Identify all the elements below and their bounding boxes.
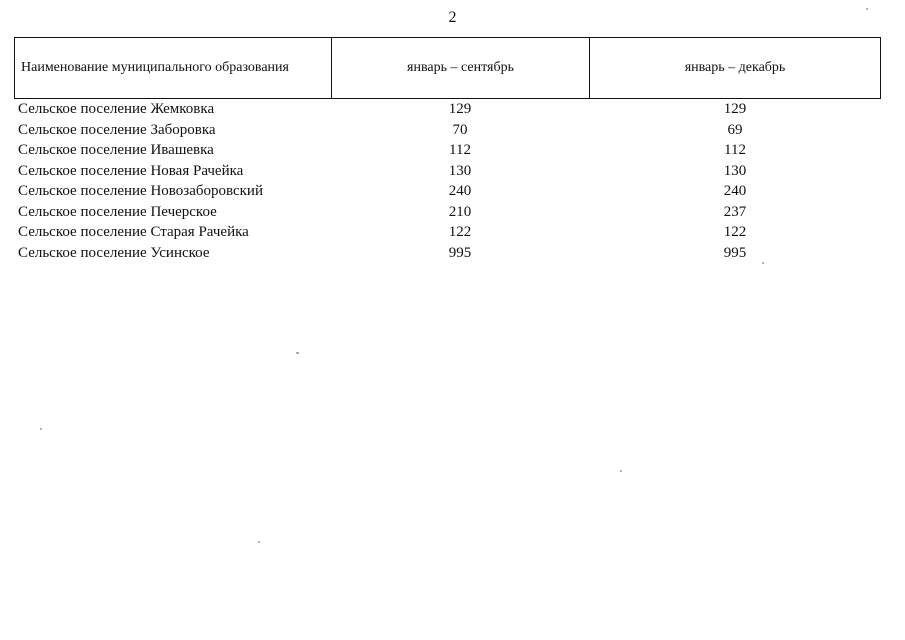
- table-row: [18, 120, 881, 141]
- scan-speck: [762, 262, 764, 264]
- table-row: [18, 181, 881, 202]
- header-municipality-name: Наименование муниципального образования: [15, 38, 332, 98]
- value-jan-sep: 122: [448, 224, 472, 240]
- scan-speck: [296, 352, 299, 354]
- value-jan-dec: 995: [723, 244, 747, 261]
- municipality-name: Сельское поселение Печерское: [18, 203, 217, 220]
- municipality-name: Сельское поселение Усинское: [18, 244, 210, 261]
- scan-speck: [258, 541, 260, 543]
- table-row: [18, 161, 881, 182]
- table-row: [18, 222, 881, 243]
- value-jan-sep: 129: [448, 101, 472, 117]
- municipality-name: Сельское поселение Старая Рачейка: [18, 224, 249, 240]
- table-row: [18, 202, 881, 223]
- value-jan-sep: 210: [448, 203, 472, 220]
- scan-speck: [40, 428, 42, 430]
- table-row: [18, 243, 881, 264]
- value-jan-dec: 69: [727, 121, 743, 138]
- municipality-name: Сельское поселение Ивашевка: [18, 142, 214, 158]
- value-jan-sep: 995: [448, 244, 472, 261]
- table-row: [18, 140, 881, 161]
- municipality-name: Сельское поселение Новозаборовский: [18, 183, 263, 199]
- value-jan-dec: 112: [724, 142, 746, 158]
- header-jan-sep: январь – сентябрь: [332, 38, 590, 98]
- value-jan-sep: 70: [452, 121, 468, 138]
- table-header: [14, 37, 881, 99]
- page-number: 2: [448, 9, 457, 26]
- table-body: [18, 99, 881, 263]
- scan-speck: [866, 8, 868, 10]
- table-row: [18, 99, 881, 120]
- value-jan-dec: 237: [723, 203, 747, 220]
- municipality-name: Сельское поселение Новая Рачейка: [18, 162, 244, 179]
- municipality-name: Сельское поселение Жемковка: [18, 101, 215, 117]
- value-jan-sep: 240: [448, 183, 472, 199]
- municipality-name: Сельское поселение Заборовка: [18, 121, 216, 138]
- value-jan-sep: 112: [449, 142, 471, 158]
- value-jan-dec: 130: [723, 162, 747, 179]
- value-jan-sep: 130: [448, 162, 472, 179]
- value-jan-dec: 240: [723, 183, 747, 199]
- value-jan-dec: 129: [723, 101, 747, 117]
- header-jan-dec: январь – декабрь: [684, 60, 786, 75]
- scan-speck: [620, 470, 622, 472]
- value-jan-dec: 122: [723, 224, 747, 240]
